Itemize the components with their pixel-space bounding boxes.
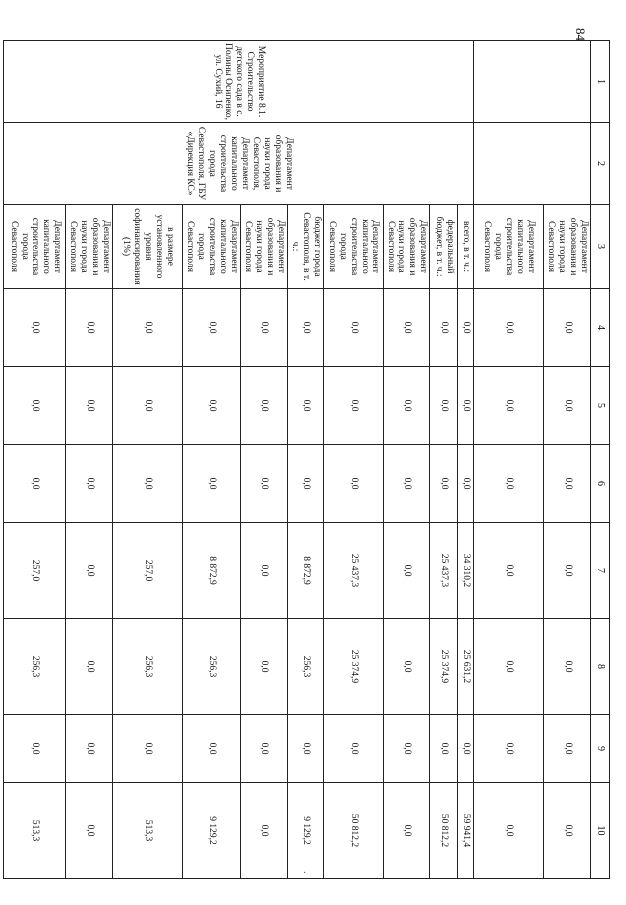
value-cell: 256,3	[183, 619, 241, 715]
table-row	[544, 41, 591, 879]
source-cell: Департамент капитального строительства города Севастополя	[323, 205, 383, 289]
source-cell: всего, в т. ч.:	[458, 205, 474, 289]
value-cell: 0,0	[183, 715, 241, 783]
page-number: 84	[573, 28, 588, 41]
value-cell: 0,0	[474, 445, 544, 523]
empty-cell	[474, 41, 591, 123]
value-cell: 0,0	[287, 715, 323, 783]
value-cell: 256,3	[4, 619, 66, 715]
value-cell: 0,0	[383, 367, 430, 445]
header-cell: 10	[591, 783, 610, 879]
value-cell: 0,0	[323, 715, 383, 783]
table-body	[4, 41, 610, 879]
value-cell: 0,0	[544, 715, 591, 783]
value-cell: 513,3	[4, 783, 66, 879]
value-cell: 0,0	[241, 367, 288, 445]
source-cell: в размере установленного уровня софинансирования (1%)	[113, 205, 183, 289]
value-cell: 0,0	[544, 783, 591, 879]
value-cell: 0,0	[241, 783, 288, 879]
value-cell: 0,0	[474, 289, 544, 367]
value-cell: 0,0	[241, 715, 288, 783]
value-cell: 0,0	[113, 289, 183, 367]
header-cell: 3	[591, 205, 610, 289]
value-cell: 0,0	[474, 619, 544, 715]
value-cell: 0,0	[113, 715, 183, 783]
value-cell: 513,3	[113, 783, 183, 879]
value-cell: 0,0	[241, 445, 288, 523]
source-cell: Департамент капитального строительства города Севастополя	[4, 205, 66, 289]
source-cell: бюджет города Севастополя, в т. ч.:	[287, 205, 323, 289]
value-cell: 0,0	[383, 289, 430, 367]
value-cell: 0,0	[66, 367, 113, 445]
value-cell: 0,0	[474, 715, 544, 783]
source-cell: Департамент образования и науки города Севастополя	[544, 205, 591, 289]
value-cell: 0,0	[474, 783, 544, 879]
value-cell: 9 129,2	[287, 783, 323, 879]
header-cell: 2	[591, 123, 610, 205]
value-cell: 0,0	[66, 289, 113, 367]
value-cell: 0,0	[66, 783, 113, 879]
table-row	[458, 41, 474, 879]
source-cell: Департамент капитального строительства города Севастополя	[183, 205, 241, 289]
value-cell: 257,0	[113, 523, 183, 619]
value-cell: 0,0	[544, 523, 591, 619]
header-row	[591, 41, 610, 879]
empty-cell	[474, 123, 591, 205]
value-cell: 0,0	[113, 367, 183, 445]
value-cell: 0,0	[383, 445, 430, 523]
value-cell: 0,0	[458, 367, 474, 445]
source-cell: федеральный бюджет, в т. ч.:	[430, 205, 458, 289]
value-cell: 9 129,2	[183, 783, 241, 879]
header-cell: 8	[591, 619, 610, 715]
source-cell: Департамент образования и науки города Севастополя	[383, 205, 430, 289]
value-cell: 0,0	[287, 445, 323, 523]
value-cell: 0,0	[241, 289, 288, 367]
executor-cell: Департамент образования и науки города Севастополя, Департамент капитального строительства города Севастополя, ГБУ «Дирекция КС»	[4, 123, 474, 205]
value-cell: 8 872,9	[183, 523, 241, 619]
value-cell: 0,0	[430, 445, 458, 523]
source-cell: Департамент образования и науки города Севастополя	[241, 205, 288, 289]
value-cell: 0,0	[544, 367, 591, 445]
financing-table	[3, 40, 610, 879]
value-cell: 0,0	[383, 783, 430, 879]
value-cell: 0,0	[430, 715, 458, 783]
value-cell: 8 872,9	[287, 523, 323, 619]
value-cell: 0,0	[474, 523, 544, 619]
value-cell: 0,0	[430, 367, 458, 445]
measure-cell: Мероприятие 8.1. Строительство детского сада в с. Полины Осипенко, ул. Сухий, 16	[4, 41, 474, 123]
value-cell: 50 812,2	[430, 783, 458, 879]
value-cell: 0,0	[544, 289, 591, 367]
value-cell: 0,0	[4, 445, 66, 523]
value-cell: 25 437,3	[430, 523, 458, 619]
value-cell: 0,0	[323, 445, 383, 523]
value-cell: 0,0	[4, 367, 66, 445]
value-cell: 25 631,2	[458, 619, 474, 715]
value-cell: 0,0	[544, 445, 591, 523]
value-cell: 0,0	[183, 445, 241, 523]
scan-dot: ·	[303, 868, 307, 879]
value-cell: 257,0	[4, 523, 66, 619]
value-cell: 50 812,2	[323, 783, 383, 879]
header-cell: 6	[591, 445, 610, 523]
value-cell: 25 374,9	[430, 619, 458, 715]
value-cell: 0,0	[458, 445, 474, 523]
value-cell: 0,0	[430, 289, 458, 367]
value-cell: 0,0	[4, 289, 66, 367]
value-cell: 0,0	[544, 619, 591, 715]
value-cell: 0,0	[383, 523, 430, 619]
value-cell: 256,3	[287, 619, 323, 715]
value-cell: 0,0	[474, 367, 544, 445]
source-cell: Департамент образования и науки города Севастополя	[66, 205, 113, 289]
rotated-page	[8, 40, 610, 878]
value-cell: 0,0	[287, 289, 323, 367]
value-cell: 0,0	[66, 715, 113, 783]
value-cell: 0,0	[458, 289, 474, 367]
header-cell: 5	[591, 367, 610, 445]
value-cell: 0,0	[323, 367, 383, 445]
value-cell: 25 374,9	[323, 619, 383, 715]
header-cell: 9	[591, 715, 610, 783]
value-cell: 34 310,2	[458, 523, 474, 619]
value-cell: 0,0	[383, 619, 430, 715]
value-cell: 0,0	[383, 715, 430, 783]
header-cell: 1	[591, 41, 610, 123]
value-cell: 0,0	[66, 445, 113, 523]
value-cell: 0,0	[66, 523, 113, 619]
source-cell: Департамент капитального строительства города Севастополя	[474, 205, 544, 289]
header-cell: 4	[591, 289, 610, 367]
value-cell: 0,0	[4, 715, 66, 783]
value-cell: 0,0	[287, 367, 323, 445]
value-cell: 0,0	[458, 715, 474, 783]
header-cell: 7	[591, 523, 610, 619]
value-cell: 0,0	[113, 445, 183, 523]
value-cell: 0,0	[323, 289, 383, 367]
value-cell: 0,0	[183, 367, 241, 445]
value-cell: 0,0	[183, 289, 241, 367]
value-cell: 0,0	[66, 619, 113, 715]
value-cell: 0,0	[241, 523, 288, 619]
value-cell: 0,0	[241, 619, 288, 715]
value-cell: 59 941,4	[458, 783, 474, 879]
value-cell: 256,3	[113, 619, 183, 715]
value-cell: 25 437,3	[323, 523, 383, 619]
